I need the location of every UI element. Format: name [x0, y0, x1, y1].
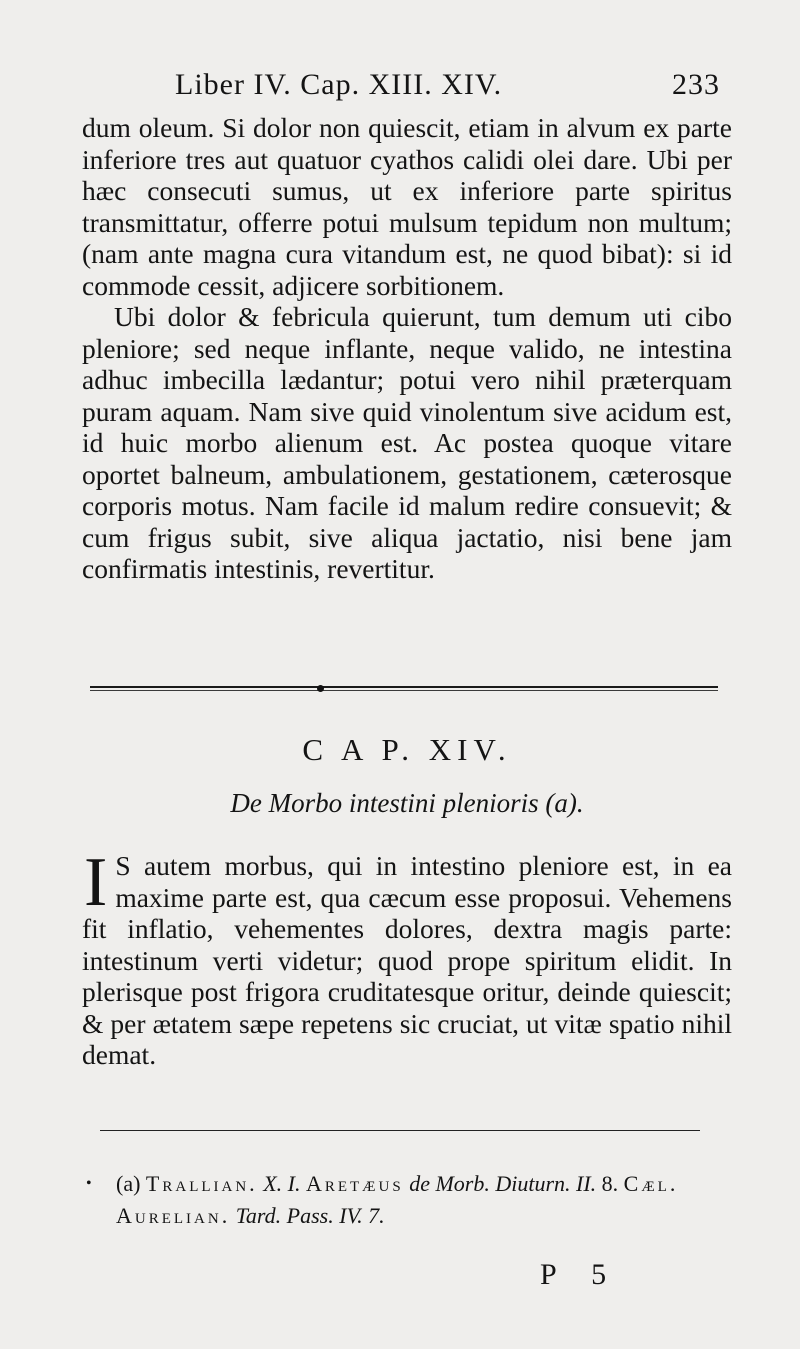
- footnote-author: Aretæus: [305, 1171, 404, 1196]
- footnote-work: Tard. Pass. IV.: [235, 1203, 363, 1228]
- paragraph: dum oleum. Si dolor non quiescit, etiam in alvum ex parte inferiore tres aut quatuor cyathos calidi olei dare. Ubi per hæc consecuti sumus, ut ex inferiore parte spiritus transmittatur, offerre potui mulsum tepidum non multum; (nam ante magna cura vitandum est, ne quod bibat): si id commode cessit, adjicere sorbitionem.: [82, 112, 732, 301]
- running-title: Liber IV. Cap. XIII. XIV.: [175, 68, 503, 101]
- footnote-work: de Morb. Diuturn. II.: [409, 1171, 597, 1196]
- footnote-label: (a): [116, 1171, 141, 1196]
- chapter-subtitle: De Morbo intestini plenioris (a).: [230, 788, 584, 818]
- footnote-ref: 8.: [601, 1171, 619, 1196]
- rule-ornament-dot: [317, 685, 324, 692]
- footnote-ref: X. I.: [263, 1171, 301, 1196]
- chapter-heading: C A P. XIV.: [302, 732, 512, 767]
- page-number: 233: [672, 68, 720, 101]
- chapter-xiii-conclusion: [82, 112, 732, 585]
- paragraph: S autem morbus, qui in intestino pleniore est, in ea maxime parte est, qua cæcum esse proposui. Vehemens fit inflatio, vehementes dolores, dextra magis parte: intestinum verti videtur; quod prope spiritum elidit. In plerisque post frigora cruditatesque oritur, deinde quiescit; & per ætatem sæpe repetens sic cruciat, ut vitæ spatio nihil demat.: [82, 850, 732, 1070]
- chapter-xiv-text: [82, 844, 732, 1071]
- ornamental-rule: [90, 686, 718, 692]
- footnote-author: Trallian.: [145, 1171, 258, 1196]
- footnote-rule: [100, 1130, 700, 1131]
- footnote: [86, 1168, 716, 1232]
- footnote-author: Cæl. Aurelian.: [116, 1171, 679, 1228]
- footnote-bullet: •: [86, 1175, 92, 1192]
- footnote-ref: 7.: [368, 1203, 385, 1228]
- drop-cap: I: [84, 844, 108, 921]
- printer-signature-mark: P 5: [540, 1258, 621, 1291]
- paragraph: Ubi dolor & febricula quierunt, tum demum uti cibo pleniore; sed neque inflante, neque valido, ne intestina adhuc imbecilla lædantur; potui vero nihil præterquam puram aquam. Nam sive quid vinolentum sive acidum est, id huic morbo alienum est. Ac postea quoque vitare oportet balneum, ambulationem, gestationem, cæterosque corporis motus. Nam facile id malum redire consuevit; & cum frigus subit, sive aliqua jactatio, nisi bene jam confirmatis intestinis, revertitur.: [82, 301, 732, 584]
